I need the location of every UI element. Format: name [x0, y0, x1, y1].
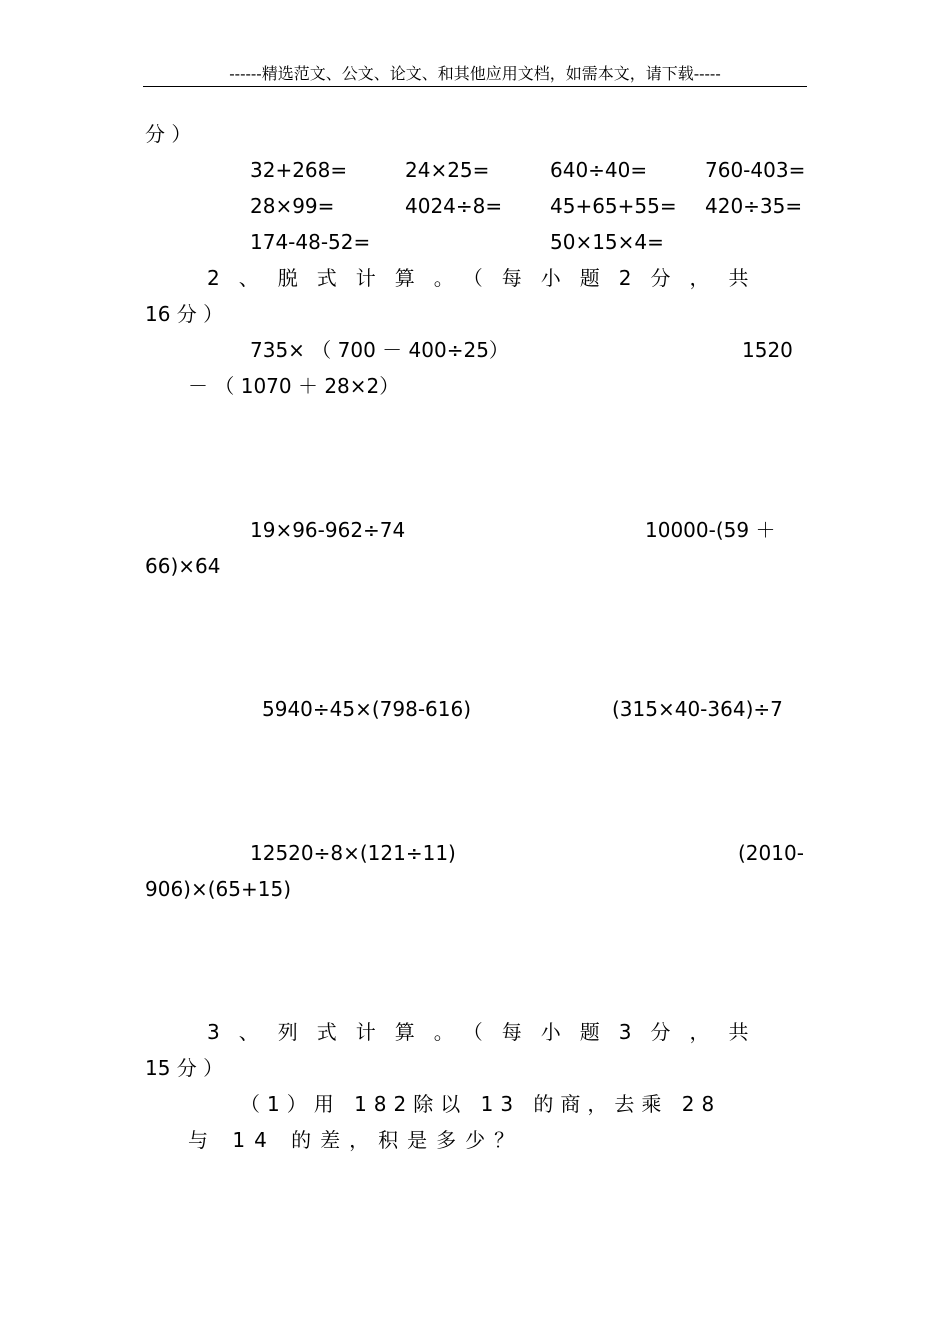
stepwise-problem-cont: 66)×64: [145, 554, 221, 578]
word-problem: （1）用 182除以 13 的商，去乘 28: [240, 1092, 722, 1116]
oral-problem: 174-48-52=: [250, 230, 371, 254]
oral-problem: 760-403=: [705, 158, 806, 182]
stepwise-problem: 10000-(59 ＋: [645, 518, 776, 542]
oral-problem: 4024÷8=: [405, 194, 503, 218]
section2-heading-cont: 16 分 ）: [145, 302, 224, 326]
document-header-banner: ------精选范文、公文、论文、和其他应用文档，如需本文，请下载-----: [229, 64, 721, 83]
oral-problem: 420÷35=: [705, 194, 803, 218]
stepwise-problem-cont: 906)×(65+15): [145, 877, 291, 901]
oral-problem: 50×15×4=: [550, 230, 664, 254]
oral-problem: 640÷40=: [550, 158, 648, 182]
section3-heading-cont: 15 分 ）: [145, 1056, 224, 1080]
stepwise-problem: 735× （ 700 － 400÷25）: [250, 338, 509, 362]
oral-problem: 32+268=: [250, 158, 348, 182]
oral-problem: 28×99=: [250, 194, 335, 218]
oral-problem: 24×25=: [405, 158, 490, 182]
stepwise-problem: 12520÷8×(121÷11): [250, 841, 456, 865]
stepwise-problem: (315×40-364)÷7: [612, 697, 783, 721]
stepwise-problem: (2010-: [738, 841, 804, 865]
stepwise-problem: 1520: [742, 338, 793, 362]
header-rule: [143, 86, 807, 87]
word-problem-cont: 与 14 的差，积是多少？: [188, 1128, 524, 1152]
stepwise-problem-cont: － （ 1070 ＋ 28×2）: [188, 374, 400, 398]
stepwise-problem: 5940÷45×(798-616): [262, 697, 472, 721]
section1-tail: 分 ）: [145, 122, 192, 146]
section2-heading: 2、脱式计算。（每小题2分，共: [207, 266, 768, 290]
section3-heading: 3、列式计算。（每小题3分，共: [207, 1020, 768, 1044]
oral-problem: 45+65+55=: [550, 194, 677, 218]
stepwise-problem: 19×96-962÷74: [250, 518, 406, 542]
